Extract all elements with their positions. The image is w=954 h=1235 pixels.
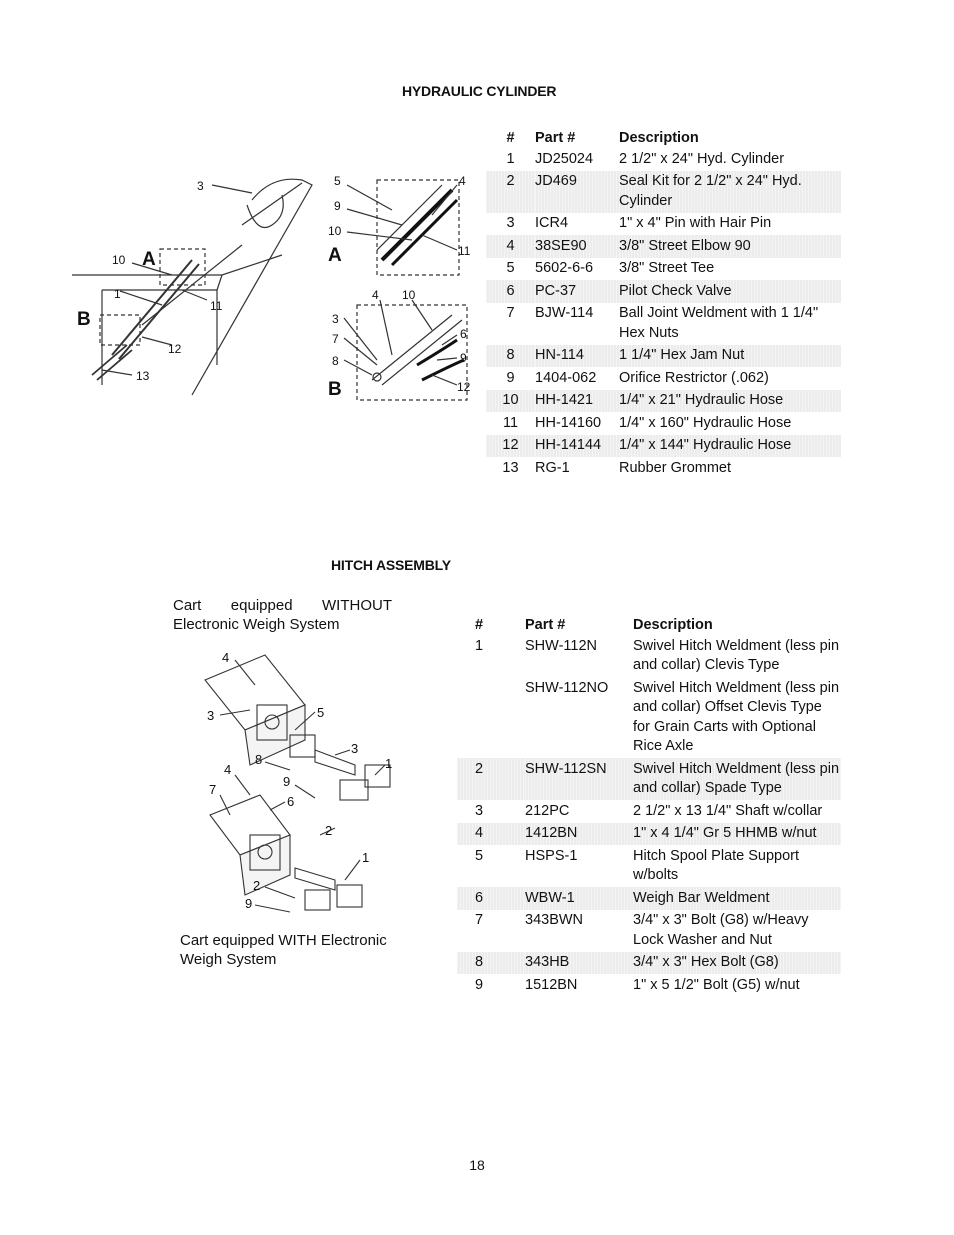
hydraulic-parts-table [486,129,841,480]
part-description-cell: 1 1/4" Hex Jam Nut [619,345,841,368]
column-header-number: # [475,617,484,633]
table-row [457,635,841,677]
callout-3: 3 [197,179,204,193]
callout-5: 5 [334,174,341,188]
hydraulic-parts-body [486,148,841,480]
callout-12-detail: 12 [457,380,471,394]
part-number-cell: 1412BN [525,823,633,846]
table-row [486,148,841,171]
callout-11: 11 [210,299,223,313]
hitch-callout-7: 7 [209,782,217,797]
part-description-cell: Hitch Spool Plate Support w/bolts [633,847,800,883]
part-description-cell: 1" x 5 1/2" Bolt (G5) w/nut [633,976,800,993]
table-row [486,213,841,236]
part-description-cell: 1" x 4" Pin with Hair Pin [619,215,772,231]
column-header-part: Part # [535,130,576,146]
callout-3-detail: 3 [332,312,339,326]
page-number: 18 [469,1157,485,1173]
part-number-index: 2 [486,171,535,213]
part-number-cell: SHW-112NO [525,679,609,696]
view-b-marker: B [77,309,91,330]
hitch-callout-4: 4 [222,650,230,665]
hydraulic-cylinder-heading: HYDRAULIC CYLINDER [402,83,557,99]
callout-7: 7 [332,332,339,346]
part-description-cell: 3/4" x 3" Hex Bolt (G8) [633,952,841,975]
hitch-callout-2b: 2 [253,878,261,893]
view-a-marker: A [142,249,156,270]
hydraulic-cylinder-diagram [72,165,477,410]
note-without-weigh-system: Cart equipped WITHOUT Electronic Weigh System [173,597,392,633]
part-number-cell: JD469 [535,171,619,213]
part-number-index: 8 [486,345,535,368]
part-description-cell: Rubber Grommet [619,459,732,476]
part-number-cell: JD25024 [535,150,594,167]
table-row [457,887,841,910]
part-description-cell: Pilot Check Valve [619,280,841,303]
hitch-callout-3b: 3 [351,741,359,756]
hitch-callout-6: 6 [287,794,295,809]
part-number-index: 3 [506,215,515,231]
part-number-index: 4 [486,235,535,258]
part-description-cell: Orifice Restrictor (.062) [619,369,769,386]
part-number-cell: 5602-6-6 [535,260,594,276]
view-b-label: B [328,379,342,400]
part-description-cell: 1/4" x 160" Hydraulic Hose [619,414,792,431]
part-description-cell: 1" x 4 1/4" Gr 5 HHMB w/nut [633,823,841,846]
table-row [486,280,841,303]
part-number-index: 6 [486,280,535,303]
table-row [486,303,841,345]
table-row [457,823,841,846]
part-description-cell: Ball Joint Weldment with 1 1/4" Hex Nuts [619,305,819,341]
part-description-cell: Seal Kit for 2 1/2" x 24" Hyd. Cylinder [619,171,841,213]
part-description-cell: Swivel Hitch Weldment (less pin and collar) Clevis Type [633,637,840,673]
part-number-cell: 38SE90 [535,235,619,258]
callout-9-detail: 9 [460,351,467,365]
part-number-cell: ICR4 [535,215,569,231]
callout-13: 13 [136,369,150,383]
table-row [457,758,841,800]
table-row [486,390,841,413]
part-description-cell: Swivel Hitch Weldment (less pin and collar) Spade Type [633,758,841,800]
part-number-index: 1 [506,150,515,167]
table-row [457,910,841,952]
part-description-cell: Swivel Hitch Weldment (less pin and collar) Offset Clevis Type for Grain Carts with Optional Rice Axle [633,679,840,754]
table-row [486,412,841,435]
callout-4: 4 [459,174,466,188]
hitch-callout-2: 2 [325,823,333,838]
part-number-index: 12 [486,435,535,458]
callout-1: 1 [114,287,121,301]
hitch-assembly-heading: HITCH ASSEMBLY [331,557,451,573]
part-number-cell: 343BWN [525,912,584,928]
callout-12: 12 [168,342,182,356]
part-number-index: 5 [506,260,515,276]
table-row [457,800,841,823]
part-number-index: 2 [457,758,525,800]
column-header-number: # [506,130,515,146]
part-number-cell: HN-114 [535,345,619,368]
part-number-cell: BJW-114 [535,305,594,321]
hitch-parts-table [457,616,841,997]
callout-11-detail: 11 [458,244,471,258]
hitch-callout-9: 9 [283,774,291,789]
part-number-index: 7 [475,912,484,928]
hitch-callout-8: 8 [255,752,263,767]
part-description-cell: 3/4" x 3" Bolt (G8) w/Heavy Lock Washer and Nut [633,912,809,948]
part-description-cell: 1/4" x 144" Hydraulic Hose [619,435,841,458]
note-with-weigh-system: Cart equipped WITH Electronic Weigh System [180,932,387,968]
view-a-label: A [328,245,342,266]
part-description-cell: 1/4" x 21" Hydraulic Hose [619,390,841,413]
callout-4-detail: 4 [372,288,379,302]
callout-6: 6 [460,327,467,341]
part-number-cell: 212PC [525,802,570,819]
part-description-cell: 2 1/2" x 13 1/4" Shaft w/collar [633,802,823,819]
table-row [457,974,841,997]
table-row [457,952,841,975]
table-row [486,435,841,458]
table-row [486,367,841,390]
part-number-index: 9 [506,369,515,386]
hitch-callout-9b: 9 [245,896,253,911]
column-header-part: Part # [525,617,566,633]
part-number-cell: SHW-112N [525,637,597,654]
table-row [457,845,841,887]
hitch-callout-5: 5 [317,705,325,720]
part-number-index: 9 [475,976,484,993]
part-description-cell: 3/8" Street Elbow 90 [619,235,841,258]
part-number-cell: 343HB [525,952,633,975]
part-number-cell: 1404-062 [535,369,597,386]
part-number-index: 6 [457,887,525,910]
part-number-cell: SHW-112SN [525,758,633,800]
callout-10-detail-b: 10 [402,288,416,302]
part-number-index: 4 [457,823,525,846]
table-row [486,171,841,213]
callout-10: 10 [112,253,126,267]
part-number-index: 3 [475,802,484,819]
part-number-cell: HH-14144 [535,435,619,458]
table-header-row [457,616,841,635]
hitch-callout-3: 3 [207,708,215,723]
table-header-row [486,129,841,148]
table-row [486,345,841,368]
column-header-description: Description [619,130,699,146]
part-description-cell: Weigh Bar Weldment [633,887,841,910]
table-row [486,235,841,258]
part-number-cell: RG-1 [535,459,570,476]
part-number-index: 13 [502,459,519,476]
hitch-assembly-diagram [195,650,405,920]
part-number-index: 10 [486,390,535,413]
part-number-cell: 1512BN [525,976,578,993]
hitch-callout-4b: 4 [224,762,232,777]
part-number-cell: PC-37 [535,280,619,303]
hitch-parts-body [457,635,841,997]
part-number-index: 8 [457,952,525,975]
callout-9: 9 [334,199,341,213]
part-number-cell: WBW-1 [525,887,633,910]
part-number-index [457,677,525,758]
table-row [486,258,841,281]
hitch-callout-1b: 1 [362,850,370,865]
part-number-cell: HH-14160 [535,414,602,431]
part-description-cell: 3/8" Street Tee [619,260,715,276]
part-number-cell: HSPS-1 [525,847,578,864]
part-description-cell: 2 1/2" x 24" Hyd. Cylinder [619,150,785,167]
part-number-index: 1 [475,637,484,654]
table-row [457,677,841,758]
part-number-cell: HH-1421 [535,390,619,413]
part-number-index: 7 [506,305,515,321]
callout-10-detail: 10 [328,224,342,238]
callout-8: 8 [332,354,339,368]
part-number-index: 5 [475,847,484,864]
table-row [486,457,841,480]
column-header-description: Description [633,617,713,633]
part-number-index: 11 [502,414,519,431]
hitch-callout-1: 1 [385,756,393,771]
